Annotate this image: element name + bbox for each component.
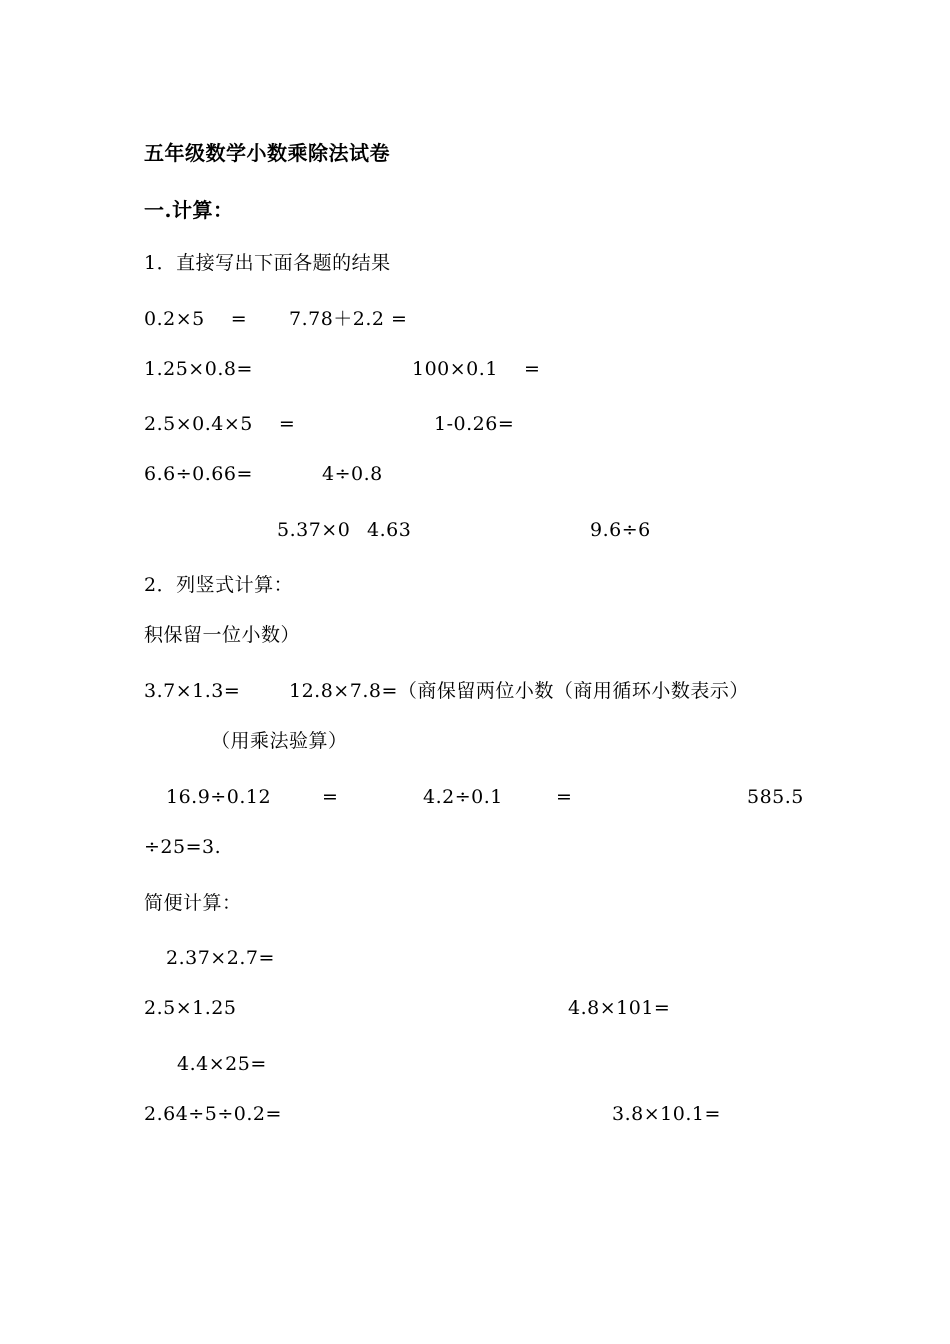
q1-item-10: 4.63 xyxy=(367,519,412,541)
simplify-item-1: 2.37×2.7= xyxy=(166,947,275,969)
q2-item-d-equals: = xyxy=(556,786,573,808)
simplify-item-3: 4.8×101= xyxy=(568,997,671,1019)
q2-item-a: 3.7×1.3= xyxy=(144,680,241,702)
q1-item-9: 5.37×0 xyxy=(277,519,351,541)
simplify-item-5: 2.64÷5÷0.2= xyxy=(144,1103,282,1125)
q1-item-2: 7.78＋2.2 = xyxy=(289,308,408,330)
simplify-item-6: 3.8×10.1= xyxy=(612,1103,721,1125)
q1-item-4: 100×0.1 = xyxy=(412,358,541,380)
section-heading-calculation: 一.计算： xyxy=(144,198,234,222)
q2-note-verify: （用乘法验算） xyxy=(211,730,348,752)
simplify-label: 简便计算： xyxy=(144,892,242,914)
question-2-label: 2．列竖式计算： xyxy=(144,574,294,596)
q2-item-c: 16.9÷0.12 xyxy=(166,786,272,808)
q2-item-b: 12.8×7.8=（商保留两位小数（商用循环小数表示） xyxy=(289,680,749,702)
q1-item-1: 0.2×5 = xyxy=(144,308,248,330)
exam-title: 五年级数学小数乘除法试卷 xyxy=(144,141,390,165)
q2-item-e-part1: 585.5 xyxy=(747,786,804,808)
q1-item-11: 9.6÷6 xyxy=(590,519,651,541)
question-1-label: 1．直接写出下面各题的结果 xyxy=(144,252,391,274)
simplify-item-2: 2.5×1.25 xyxy=(144,997,237,1019)
q1-item-7: 6.6÷0.66= xyxy=(144,463,253,485)
q1-item-8: 4÷0.8 xyxy=(322,463,383,485)
simplify-item-4: 4.4×25= xyxy=(177,1053,267,1075)
q2-note-keep-one-decimal: 积保留一位小数） xyxy=(144,624,301,646)
q1-item-3: 1.25×0.8= xyxy=(144,358,253,380)
q2-item-e-part2: ÷25=3. xyxy=(144,836,222,858)
q1-item-5: 2.5×0.4×5 = xyxy=(144,413,296,435)
q2-item-d: 4.2÷0.1 xyxy=(423,786,503,808)
q2-item-c-equals: = xyxy=(322,786,339,808)
q1-item-6: 1-0.26= xyxy=(434,413,515,435)
